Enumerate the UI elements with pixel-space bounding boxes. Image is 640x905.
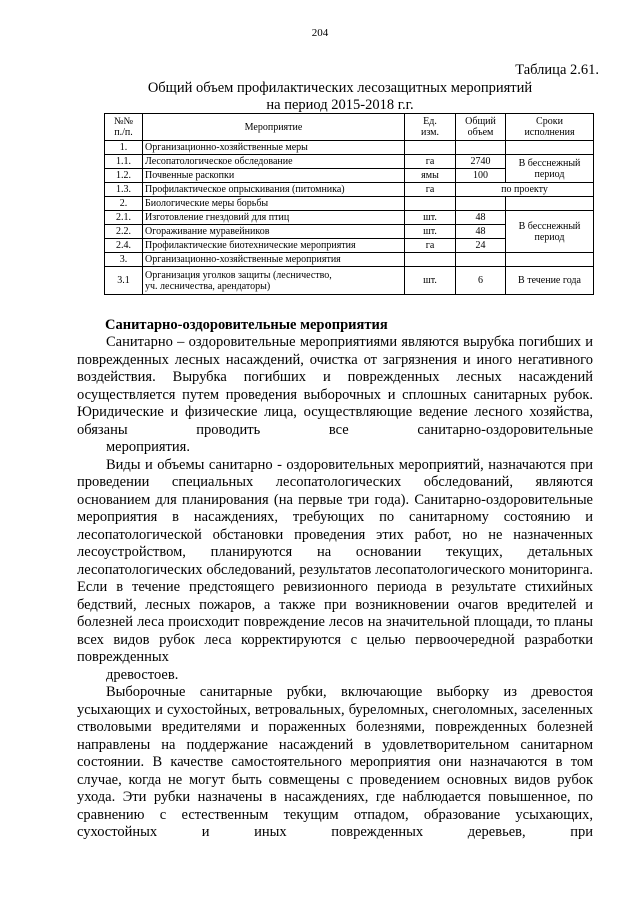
- page-number: 204: [311, 27, 329, 39]
- cell-num: 2.: [105, 197, 143, 211]
- cell-num: 2.2.: [105, 225, 143, 239]
- table-title: [105, 80, 575, 114]
- cell-event: Лесопатологическое обследование: [143, 155, 405, 169]
- cell-unit: [405, 141, 456, 155]
- cell-volume: [456, 253, 506, 267]
- table-title-line-2: на период 2015-2018 г.г.: [266, 97, 414, 113]
- cell-volume-terms: по проекту: [456, 183, 594, 197]
- cell-event: Организация уголков защиты (лесничество, уч. лесничества, арендаторы): [143, 267, 405, 295]
- section-heading: Санитарно-оздоровительные мероприятия: [105, 317, 388, 333]
- cell-event: Огораживание муравейников: [143, 225, 405, 239]
- table-row: [105, 141, 594, 155]
- cell-num: 1.2.: [105, 169, 143, 183]
- cell-volume: 24: [456, 239, 506, 253]
- cell-unit: га: [405, 183, 456, 197]
- header-terms: Сроки исполнения: [506, 114, 594, 141]
- cell-volume: 2740: [456, 155, 506, 169]
- table-row: [105, 211, 594, 225]
- cell-event: Профилактическое опрыскивания (питомника): [143, 183, 405, 197]
- cell-volume: 48: [456, 225, 506, 239]
- cell-unit: га: [405, 239, 456, 253]
- header-volume: Общий объем: [456, 114, 506, 141]
- cell-volume: [456, 141, 506, 155]
- cell-event: Организационно-хозяйственные мероприятия: [143, 253, 405, 267]
- cell-num: 3.: [105, 253, 143, 267]
- table-row: [105, 267, 594, 295]
- cell-num: 1.: [105, 141, 143, 155]
- paragraph: Виды и объемы санитарно - оздоровительных мероприятий, назначаются при проведении специальных лесопатологических обследований, являются основанием для планирования (на первые три года). Санитарно-оздоровительные мероприятия в насаждениях, требующих по санитарному состоянию и лесопатологической обстановки проведения этих работ, но не назначенных лесоустройством, планируются на основании текущих, детальных лесопатологических обследований, результатов лесопатологического мониторинга. Если в течение предстоящего ревизионного периода в результате стихийных бедствий, лесных пожаров, а также при возникновении очагов вредителей и болезней леса происходит повреждение лесов на значительной площади, то планы всех видов рубок леса корректируются с целью первоочередной разработки поврежденных древостоев.: [77, 456, 593, 683]
- table-title-line-1: Общий объем профилактических лесозащитных мероприятий: [147, 80, 533, 96]
- paragraph: Санитарно – оздоровительные мероприятиями являются вырубка погибших и поврежденных лесных насаждений, очистка от загрязнения и иного негативного воздействия. Вырубка погибших и поврежденных лесных насаждений осуществляется путем проведения выборочных и сплошных санитарных рубок. Юридические и физические лица, осуществляющие ведение лесного хозяйства, обязаны проводить все санитарно-оздоровительные мероприятия.: [77, 334, 593, 455]
- cell-terms: [506, 141, 594, 155]
- table-label: Таблица 2.61.: [515, 62, 599, 78]
- cell-unit: ямы: [405, 169, 456, 183]
- cell-terms: В бесснежный период: [506, 155, 594, 183]
- table-row: [105, 155, 594, 169]
- header-event: Мероприятие: [143, 114, 405, 141]
- cell-num: 2.4.: [105, 239, 143, 253]
- cell-event: Профилактические биотехнические мероприятия: [143, 239, 405, 253]
- cell-unit: шт.: [405, 211, 456, 225]
- cell-volume: 48: [456, 211, 506, 225]
- cell-unit: шт.: [405, 267, 456, 295]
- cell-terms: [506, 253, 594, 267]
- table-row: [105, 183, 594, 197]
- cell-unit: [405, 253, 456, 267]
- cell-terms: В течение года: [506, 267, 594, 295]
- table-header-row: [105, 114, 594, 141]
- cell-num: 2.1.: [105, 211, 143, 225]
- cell-volume: [456, 197, 506, 211]
- paragraph: Выборочные санитарные рубки, включающие выборку из древостоя усыхающих и сухостойных, ветровальных, буреломных, снеголомных, заселенных стволовыми вредителями и пораженных болезнями, поврежденных болезней направлены на поддержание насаждений в удовлетворительном санитарном состоянии. В качестве самостоятельного мероприятия они назначаются в том случае, когда не могут быть совмещены с проведением основных видов рубок ухода. Эти рубки назначены в насаждениях, где наблюдается повышенное, по сравнению с естественным текущим отпадом, образование усыхающих, сухостойных и иных поврежденных деревьев, при: [77, 684, 593, 840]
- cell-unit: шт.: [405, 225, 456, 239]
- cell-num: 3.1: [105, 267, 143, 295]
- table-row: [105, 197, 594, 211]
- header-unit: Ед. изм.: [405, 114, 456, 141]
- cell-num: 1.1.: [105, 155, 143, 169]
- cell-volume: 6: [456, 267, 506, 295]
- cell-volume: 100: [456, 169, 506, 183]
- cell-event: Биологические меры борьбы: [143, 197, 405, 211]
- cell-terms: В бесснежный период: [506, 211, 594, 253]
- cell-event: Организационно-хозяйственные меры: [143, 141, 405, 155]
- header-num: №№ п./п.: [105, 114, 143, 141]
- body-text: [77, 334, 593, 842]
- cell-unit: [405, 197, 456, 211]
- cell-terms: [506, 197, 594, 211]
- cell-event: Изготовление гнездовий для птиц: [143, 211, 405, 225]
- measures-table: [104, 113, 594, 295]
- cell-unit: га: [405, 155, 456, 169]
- cell-event: Почвенные раскопки: [143, 169, 405, 183]
- table-row: [105, 253, 594, 267]
- cell-num: 1.3.: [105, 183, 143, 197]
